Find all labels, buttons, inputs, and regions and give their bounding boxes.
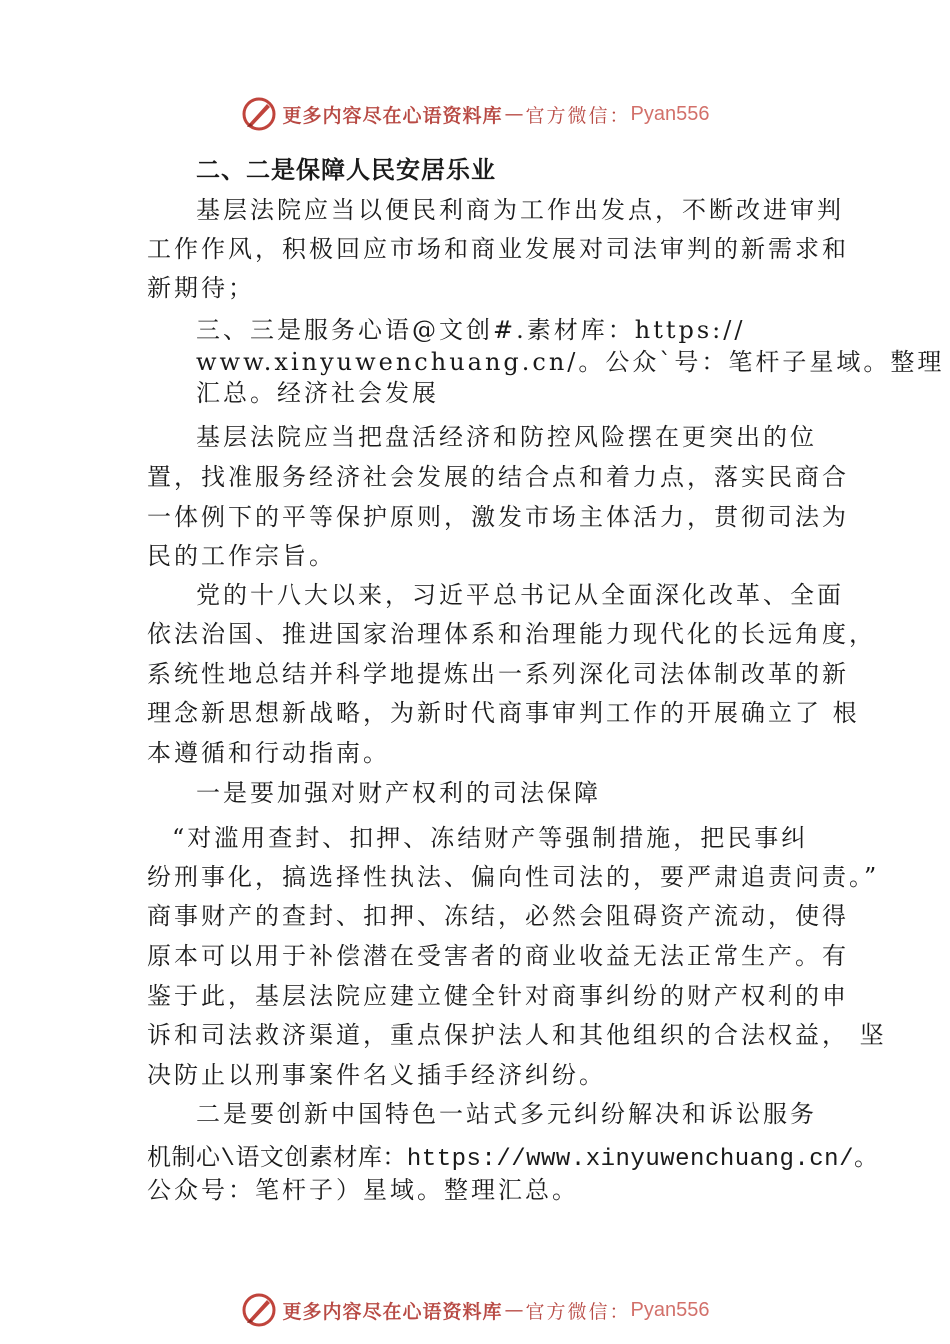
banner-wechat-label: 官方微信：: [525, 1300, 631, 1323]
paragraph-line: 一体例下的平等保护原则，激发市场主体活力，贯彻司法为: [147, 503, 849, 531]
paragraph-line: 工作作风，积极回应市场和商业发展对司法审判的新需求和: [147, 235, 849, 263]
paragraph-line: 新期待；: [147, 274, 255, 302]
banner-dash: —: [504, 1299, 524, 1321]
banner-dash: —: [504, 103, 524, 125]
paragraph-line: 置，找准服务经济社会发展的结合点和着力点，落实民商合: [147, 463, 849, 491]
banner-wechat-id: Pyan556: [630, 102, 710, 125]
paragraph-line: 党的十八大以来，习近平总书记从全面深化改革、全面: [196, 581, 844, 609]
paragraph-line: “对滥用查封、扣押、冻结财产等强制措施，把民事纠: [172, 824, 809, 852]
footer-watermark-banner: [0, 1290, 950, 1330]
paragraph-line: 机制心\语文创素材库：https://www.xinyuwenchuang.cn/。: [147, 1146, 879, 1173]
banner-slogan: 更多内容尽在心语资料库: [282, 1300, 503, 1323]
paragraph-line: 本遵循和行动指南。: [147, 739, 390, 767]
paragraph-line: 基层法院应当以便民利商为工作出发点，不断改进审判: [196, 196, 844, 224]
paragraph-line: 一是要加强对财产权利的司法保障: [196, 779, 601, 807]
paragraph-line: 系统性地总结并科学地提炼出一系列深化司法体制改革的新: [147, 660, 849, 688]
paragraph-line: 三、三是服务心语@文创#.素材库：https://: [196, 316, 746, 344]
paragraph-line: 鉴于此，基层法院应建立健全针对商事纠纷的财产权利的申: [147, 982, 849, 1010]
paragraph-line: 依法治国、推进国家治理体系和治理能力现代化的长远角度，: [147, 620, 876, 648]
paragraph-line: 民的工作宗旨。: [147, 542, 336, 570]
header-watermark-banner: [0, 94, 950, 134]
paragraph-line: 诉和司法救济渠道，重点保护法人和其他组织的合法权益， 坚: [147, 1021, 887, 1049]
paragraph-line: 商事财产的查封、扣押、冻结，必然会阻碍资产流动，使得: [147, 902, 849, 930]
paragraph-line: www.xinyuwenchuang.cn/。公众`号：笔杆子星域。整理: [196, 348, 945, 376]
pen-logo-icon: [241, 1292, 277, 1328]
paragraph-line: 二是要创新中国特色一站式多元纠纷解决和诉讼服务: [196, 1100, 817, 1128]
paragraph-line: 决防止以刑事案件名义插手经济纠纷。: [147, 1061, 606, 1089]
paragraph-line: 纷刑事化，搞选择性执法、偏向性司法的，要严肃追责问责。”: [147, 863, 880, 891]
paragraph-line: 汇总。经济社会发展: [196, 379, 439, 407]
paragraph-line: 基层法院应当把盘活经济和防控风险摆在更突出的位: [196, 423, 817, 451]
banner-wechat-id: Pyan556: [630, 1298, 710, 1321]
paragraph-line: 公众号：笔杆子）星域。整理汇总。: [147, 1176, 579, 1204]
pen-logo-icon: [241, 96, 277, 132]
section-heading: 二、二是保障人民安居乐业: [196, 156, 496, 184]
banner-slogan: 更多内容尽在心语资料库: [282, 104, 503, 127]
paragraph-line: 原本可以用于补偿潜在受害者的商业收益无法正常生产。有: [147, 942, 849, 970]
banner-wechat-label: 官方微信：: [525, 104, 631, 127]
paragraph-line: 理念新思想新战略，为新时代商事审判工作的开展确立了 根: [147, 699, 860, 727]
